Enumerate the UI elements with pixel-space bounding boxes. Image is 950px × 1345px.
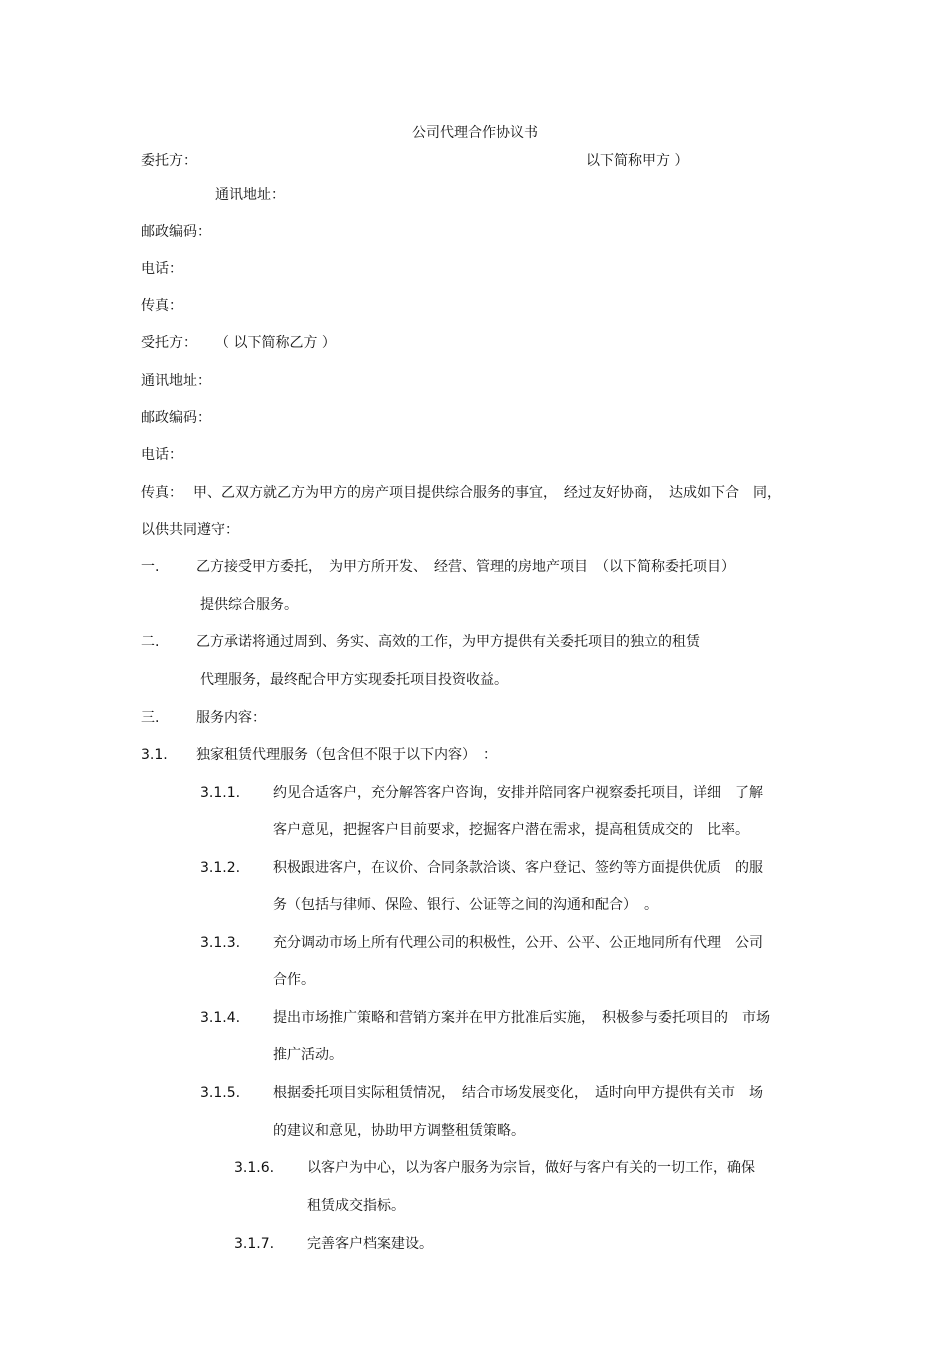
subclause-text: 租赁成交指标。: [307, 1198, 405, 1214]
subclause-number: 3.1.3.: [200, 935, 241, 951]
preamble-line: 甲、乙双方就乙方为甲方的房产项目提供综合服务的事宜， 经过友好协商， 达成如下合 同，: [193, 485, 781, 501]
subclause-text: 提出市场推广策略和营销方案并在甲方批准后实施， 积极参与委托项目的 市场: [273, 1010, 770, 1026]
subclause-text: 的建议和意见，协助甲方调整租赁策略。: [273, 1123, 525, 1139]
clause-number: 一.: [141, 559, 160, 575]
party-b-label: 受托方：: [141, 335, 197, 351]
party-a-postcode: 邮政编码：: [141, 224, 211, 240]
clause-text: 代理服务，最终配合甲方实现委托项目投资收益。: [200, 672, 508, 688]
subclause-number: 3.1.7.: [234, 1236, 275, 1252]
subclause-text: 客户意见，把握客户目前要求，挖掘客户潜在需求，提高租赁成交的 比率。: [273, 822, 749, 838]
clause-number: 二.: [141, 634, 160, 650]
subclause-text: 积极跟进客户，在议价、合同条款洽谈、客户登记、签约等方面提供优质 的服: [273, 860, 763, 876]
document-title: 公司代理合作协议书: [412, 125, 538, 141]
subclause-text: 约见合适客户，充分解答客户咨询，安排并陪同客户视察委托项目，详细 了解: [273, 785, 763, 801]
preamble-line: 以供共同遵守：: [141, 522, 239, 538]
subclause-number: 3.1.1.: [200, 785, 241, 801]
party-a-suffix: 以下简称甲方 ）: [586, 153, 689, 169]
party-b-fax: 传真：: [141, 485, 183, 501]
party-b-address: 通讯地址：: [141, 373, 211, 389]
subclause-text: 充分调动市场上所有代理公司的积极性，公开、公平、公正地同所有代理 公司: [273, 935, 763, 951]
section-number: 3.1.: [141, 747, 168, 763]
party-a-label: 委托方：: [141, 153, 197, 169]
clause-text: 服务内容：: [196, 710, 266, 726]
subclause-text: 务（包括与律师、保险、银行、公证等之间的沟通和配合） 。: [273, 897, 658, 913]
clause-text: 乙方承诺将通过周到、务实、高效的工作，为甲方提供有关委托项目的独立的租赁: [196, 634, 700, 650]
subclause-text: 推广活动。: [273, 1047, 343, 1063]
party-a-address: 通讯地址：: [215, 187, 285, 203]
party-a-fax: 传真：: [141, 298, 183, 314]
subclause-number: 3.1.4.: [200, 1010, 241, 1026]
subclause-number: 3.1.6.: [234, 1160, 275, 1176]
subclause-text: 以客户为中心，以为客户服务为宗旨，做好与客户有关的一切工作，确保: [307, 1160, 755, 1176]
clause-text: 乙方接受甲方委托， 为甲方所开发、 经营、管理的房地产项目 （以下简称委托项目）: [196, 559, 735, 575]
subclause-text: 合作。: [273, 972, 315, 988]
party-b-postcode: 邮政编码：: [141, 410, 211, 426]
section-text: 独家租赁代理服务（包含但不限于以下内容） ：: [196, 747, 497, 763]
subclause-text: 完善客户档案建设。: [307, 1236, 433, 1252]
subclause-number: 3.1.5.: [200, 1085, 241, 1101]
subclause-text: 根据委托项目实际租赁情况， 结合市场发展变化， 适时向甲方提供有关市 场: [273, 1085, 763, 1101]
clause-text: 提供综合服务。: [200, 597, 298, 613]
subclause-number: 3.1.2.: [200, 860, 241, 876]
clause-number: 三.: [141, 710, 160, 726]
party-b-suffix: （ 以下简称乙方 ）: [215, 335, 336, 351]
party-b-phone: 电话：: [141, 447, 183, 463]
party-a-phone: 电话：: [141, 261, 183, 277]
